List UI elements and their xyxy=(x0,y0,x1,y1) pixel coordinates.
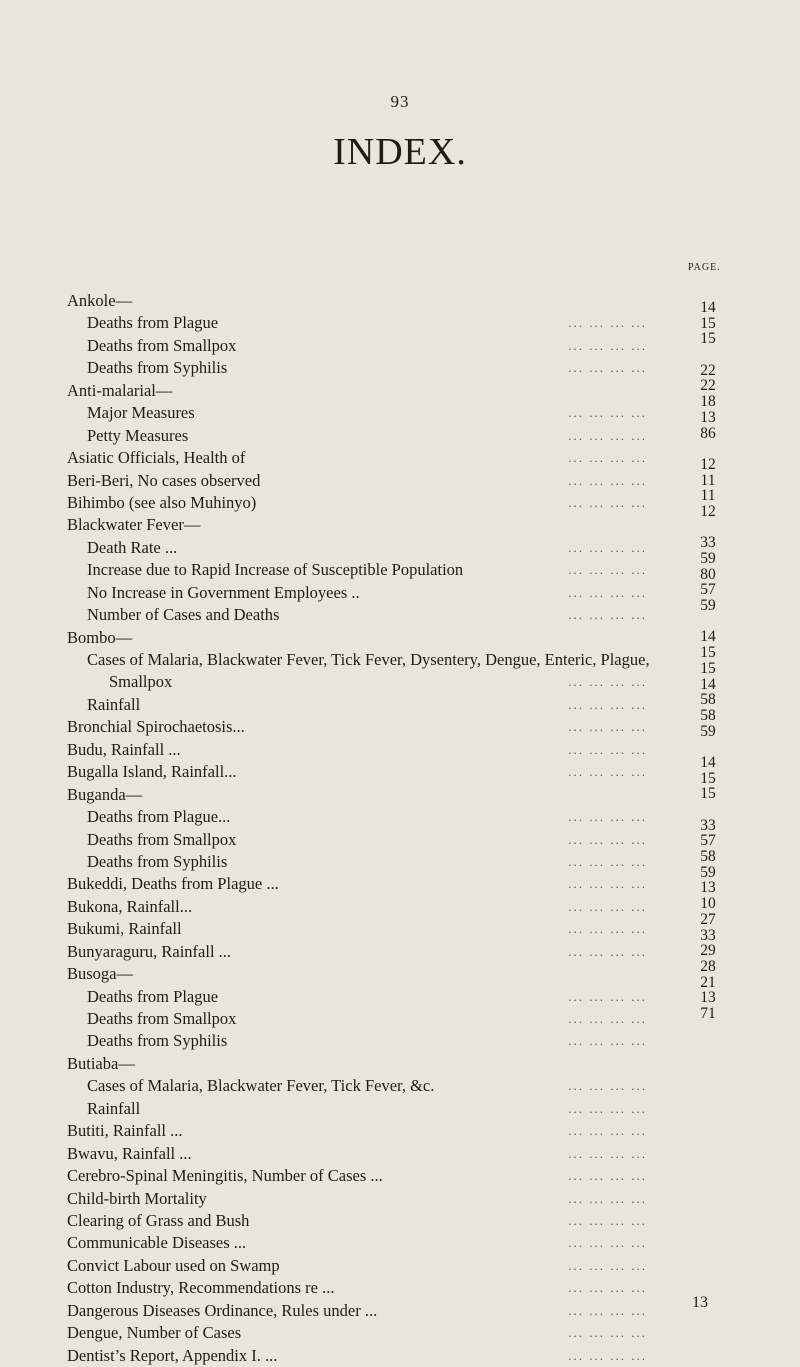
index-entry xyxy=(67,941,647,963)
index-entry xyxy=(67,380,647,402)
dot-leader: ... ... ... ... xyxy=(568,1257,647,1273)
index-entry-text: Deaths from Plague xyxy=(87,313,219,333)
index-entry xyxy=(67,604,647,626)
page-ref: 15 xyxy=(700,785,716,803)
index-entry xyxy=(67,559,647,581)
dot-leader: ... ... ... ... xyxy=(568,831,647,847)
page-group-gap xyxy=(688,614,728,630)
page-ref: 59 xyxy=(700,722,716,740)
index-entry-text: Deaths from Syphilis xyxy=(87,1031,228,1051)
dot-leader: ... ... ... ... xyxy=(568,1078,647,1094)
page-ref: 13 xyxy=(700,989,716,1007)
index-entry-text: Bugalla Island, Rainfall... xyxy=(67,762,237,782)
page-ref: 12 xyxy=(700,502,716,520)
index-entry-text: Busoga— xyxy=(67,964,133,984)
page-group-gap xyxy=(688,520,728,536)
page-ref: 57 xyxy=(700,832,716,850)
index-entry-text: Communicable Diseases ... xyxy=(67,1233,247,1253)
index-entry xyxy=(67,627,647,649)
dot-leader: ... ... ... ... xyxy=(568,1325,647,1341)
page-title: INDEX. xyxy=(333,131,467,173)
index-entry-text: Bukumi, Rainfall xyxy=(67,919,182,939)
dot-leader: ... ... ... ... xyxy=(568,450,647,466)
page-group-gap xyxy=(688,441,728,457)
index-entry xyxy=(67,1165,647,1187)
index-entry xyxy=(67,1030,647,1052)
index-entry-text: Rainfall xyxy=(87,694,141,714)
index-entry xyxy=(67,425,647,447)
page-ref: 59 xyxy=(700,863,716,881)
dot-leader: ... ... ... ... xyxy=(568,584,647,600)
dot-leader: ... ... ... ... xyxy=(568,1011,647,1026)
index-entry xyxy=(67,649,650,671)
page-ref: 14 xyxy=(700,675,716,693)
page-ref: 15 xyxy=(700,659,716,677)
index-entry-text: Rainfall xyxy=(87,1098,141,1118)
index-entry-text: Anti-malarial— xyxy=(67,380,173,400)
dot-leader: ... ... ... ... xyxy=(568,1168,647,1184)
dot-leader: ... ... ... ... xyxy=(568,696,647,712)
index-entry xyxy=(67,492,647,514)
index-entry-text: Deaths from Plague... xyxy=(87,807,231,827)
index-entry xyxy=(67,739,647,761)
index-entry-text: Beri-Beri, No cases observed xyxy=(67,470,261,490)
page-ref: 57 xyxy=(700,581,716,599)
index-entry-text: Smallpox xyxy=(109,672,173,692)
index-entry-text: Deaths from Smallpox xyxy=(87,829,237,849)
page-ref: 22 xyxy=(700,377,716,395)
dot-leader: ... ... ... ... xyxy=(568,1280,647,1296)
dot-leader: ... ... ... ... xyxy=(568,427,647,443)
page-group-gap xyxy=(688,802,728,818)
page-ref: 15 xyxy=(700,330,716,348)
index-entry xyxy=(67,1322,647,1344)
index-entry-text: Cases of Malaria, Blackwater Fever, Tick Fever, Dysentery, Dengue, Enteric, Plague, xyxy=(87,650,650,669)
dot-leader: ... ... ... ... xyxy=(568,921,647,937)
index-entry-text: Cotton Industry, Recommendations re ... xyxy=(67,1278,335,1298)
index-entry xyxy=(67,357,647,379)
index-entry-text: Asiatic Officials, Health of xyxy=(67,448,246,468)
index-entry-text: Cerebro-Spinal Meningitis, Number of Cases ... xyxy=(67,1166,383,1186)
index-entry-text: Clearing of Grass and Bush xyxy=(67,1210,250,1230)
dot-leader: ... ... ... ... xyxy=(568,315,647,331)
index-entry xyxy=(67,694,647,716)
dot-leader: ... ... ... ... xyxy=(568,741,647,757)
index-entry-text: Bombo— xyxy=(67,627,133,647)
footer-signature-number: 13 xyxy=(692,1294,708,1311)
page-ref: 12 xyxy=(700,455,716,473)
page-ref: 14 xyxy=(700,628,716,646)
page-ref: 22 xyxy=(700,361,716,379)
dot-leader: ... ... ... ... xyxy=(568,472,647,488)
index-entry xyxy=(67,1232,647,1254)
index-entry-text: Deaths from Smallpox xyxy=(87,335,237,355)
page-ref: 71 xyxy=(700,1004,716,1022)
index-entry xyxy=(67,829,647,851)
index-entry-text: Blackwater Fever— xyxy=(67,515,201,535)
page-ref: 10 xyxy=(700,895,716,913)
index-entry-text: Butiti, Rainfall ... xyxy=(67,1121,183,1141)
index-entry-text: Major Measures xyxy=(87,403,195,423)
index-entry-text: Butiaba— xyxy=(67,1053,135,1073)
dot-leader: ... ... ... ... xyxy=(568,607,647,623)
page-ref: 11 xyxy=(700,487,716,505)
dot-leader: ... ... ... ... xyxy=(568,1145,647,1161)
index-entry-text: Bronchial Spirochaetosis... xyxy=(67,717,245,737)
page-group-gap xyxy=(688,739,728,755)
index-entry-text: Dangerous Diseases Ordinance, Rules under ... xyxy=(67,1300,378,1320)
index-entry xyxy=(67,896,647,918)
index-entry-text: Bwavu, Rainfall ... xyxy=(67,1143,192,1163)
index-entry-text: Convict Labour used on Swamp xyxy=(67,1255,280,1275)
page-ref: 14 xyxy=(700,299,716,316)
index-entry-text: Bihimbo (see also Muhinyo) xyxy=(67,492,257,512)
dot-leader: ... ... ... ... xyxy=(568,1212,647,1228)
page-ref: 86 xyxy=(700,424,716,442)
dot-leader: ... ... ... ... xyxy=(568,809,647,825)
page-ref: 58 xyxy=(700,706,716,724)
dot-leader: ... ... ... ... xyxy=(568,539,647,555)
index-entry-text: Buganda— xyxy=(67,784,143,804)
page-ref: 29 xyxy=(700,942,716,960)
index-entry xyxy=(67,716,647,738)
index-entry xyxy=(67,671,647,693)
index-entry xyxy=(67,986,647,1008)
page-ref: 18 xyxy=(700,393,716,411)
index-entry-text: Death Rate ... xyxy=(87,537,178,557)
index-entry-text: Dengue, Number of Cases xyxy=(67,1323,242,1343)
dot-leader: ... ... ... ... xyxy=(568,494,647,510)
index-entry-text: Bunyaraguru, Rainfall ... xyxy=(67,941,232,961)
dot-leader: ... ... ... ... xyxy=(568,360,647,376)
index-entry-text: Number of Cases and Deaths xyxy=(87,605,280,625)
page-ref: 33 xyxy=(700,534,716,552)
page-ref: 15 xyxy=(700,769,716,787)
dot-leader: ... ... ... ... xyxy=(568,337,647,353)
page-ref: 58 xyxy=(700,848,716,866)
index-entry xyxy=(67,402,647,424)
index-entry xyxy=(67,514,647,536)
index-entry xyxy=(67,537,647,559)
index-entry xyxy=(67,784,647,806)
index-entry xyxy=(67,761,647,783)
index-entry-text: Dentist’s Report, Appendix I. ... xyxy=(67,1345,278,1365)
index-entry-text: Deaths from Syphilis xyxy=(87,358,228,378)
page-ref: 58 xyxy=(700,691,716,709)
page-numbers-column xyxy=(688,300,728,1022)
index-entry xyxy=(67,873,647,895)
index-entry xyxy=(67,806,647,828)
dot-leader: ... ... ... ... xyxy=(568,405,647,421)
dot-leader: ... ... ... ... xyxy=(568,853,647,869)
page-group-gap xyxy=(688,347,728,363)
dot-leader: ... ... ... ... xyxy=(568,898,647,914)
dot-leader: ... ... ... ... xyxy=(568,674,647,690)
page-ref: 33 xyxy=(700,926,716,944)
index-entry xyxy=(67,312,647,334)
index-entry-text: Child-birth Mortality xyxy=(67,1188,207,1208)
dot-leader: ... ... ... ... xyxy=(568,764,647,780)
dot-leader: ... ... ... ... xyxy=(568,1347,647,1363)
page-ref: 27 xyxy=(700,910,716,928)
index-entry xyxy=(67,1345,647,1367)
index-entry-text: Deaths from Smallpox xyxy=(87,1009,237,1028)
index-entry-text: Deaths from Plague xyxy=(87,986,219,1006)
index-entry xyxy=(67,1300,647,1322)
index-entry xyxy=(67,963,647,985)
index-entry-text: Deaths from Syphilis xyxy=(87,851,228,871)
page-ref: 14 xyxy=(700,753,716,771)
dot-leader: ... ... ... ... xyxy=(568,1033,647,1049)
page-ref: 80 xyxy=(700,565,716,583)
index-entry xyxy=(67,447,647,469)
dot-leader: ... ... ... ... xyxy=(568,1190,647,1206)
index-entry-text: Budu, Rainfall ... xyxy=(67,739,181,759)
index-entry xyxy=(67,1210,647,1232)
page-ref: 59 xyxy=(700,550,716,567)
page-ref: 59 xyxy=(700,597,716,615)
index-entry-text: Petty Measures xyxy=(87,425,189,445)
page-column-header: PAGE. xyxy=(688,262,721,273)
index-entry xyxy=(67,918,647,940)
page-ref: 28 xyxy=(700,957,716,975)
page-ref: 33 xyxy=(700,816,716,834)
dot-leader: ... ... ... ... xyxy=(568,1235,647,1251)
index-entry-text: No Increase in Government Employees .. xyxy=(87,582,360,602)
page-ref: 15 xyxy=(700,644,716,662)
dot-leader: ... ... ... ... xyxy=(568,1100,647,1116)
index-entry xyxy=(67,290,647,312)
index-entry xyxy=(67,582,647,604)
index-entries xyxy=(67,290,650,1367)
index-entry-text: Increase due to Rapid Increase of Susceptible Population xyxy=(87,560,464,580)
page-number: 93 xyxy=(390,92,410,111)
page-ref: 11 xyxy=(700,471,716,489)
page-ref: 13 xyxy=(700,408,716,426)
index-entry xyxy=(67,1143,647,1165)
index-entry xyxy=(67,1053,647,1075)
dot-leader: ... ... ... ... xyxy=(568,562,647,578)
index-entry xyxy=(67,1098,647,1120)
dot-leader: ... ... ... ... xyxy=(568,988,647,1004)
index-entry-text: Bukona, Rainfall... xyxy=(67,896,193,916)
index-entry xyxy=(67,1255,647,1277)
page-ref: 15 xyxy=(700,314,716,332)
index-entry xyxy=(67,851,647,873)
page-ref: 21 xyxy=(700,973,716,991)
index-entry xyxy=(67,1075,647,1097)
index-entry-text: Cases of Malaria, Blackwater Fever, Tick Fever, &c. xyxy=(87,1076,435,1096)
index-entry xyxy=(67,1277,647,1299)
index-entry-text: Ankole— xyxy=(67,291,133,310)
index-entry xyxy=(67,470,647,492)
dot-leader: ... ... ... ... xyxy=(568,876,647,892)
dot-leader: ... ... ... ... xyxy=(568,1302,647,1318)
index-entry xyxy=(67,1188,647,1210)
dot-leader: ... ... ... ... xyxy=(568,719,647,735)
page-ref: 13 xyxy=(700,879,716,897)
index-entry xyxy=(67,335,647,357)
index-entry-text: Bukeddi, Deaths from Plague ... xyxy=(67,874,279,894)
dot-leader: ... ... ... ... xyxy=(568,1123,647,1139)
index-entry xyxy=(67,1008,647,1030)
dot-leader: ... ... ... ... xyxy=(568,943,647,959)
index-entry xyxy=(67,1120,647,1142)
